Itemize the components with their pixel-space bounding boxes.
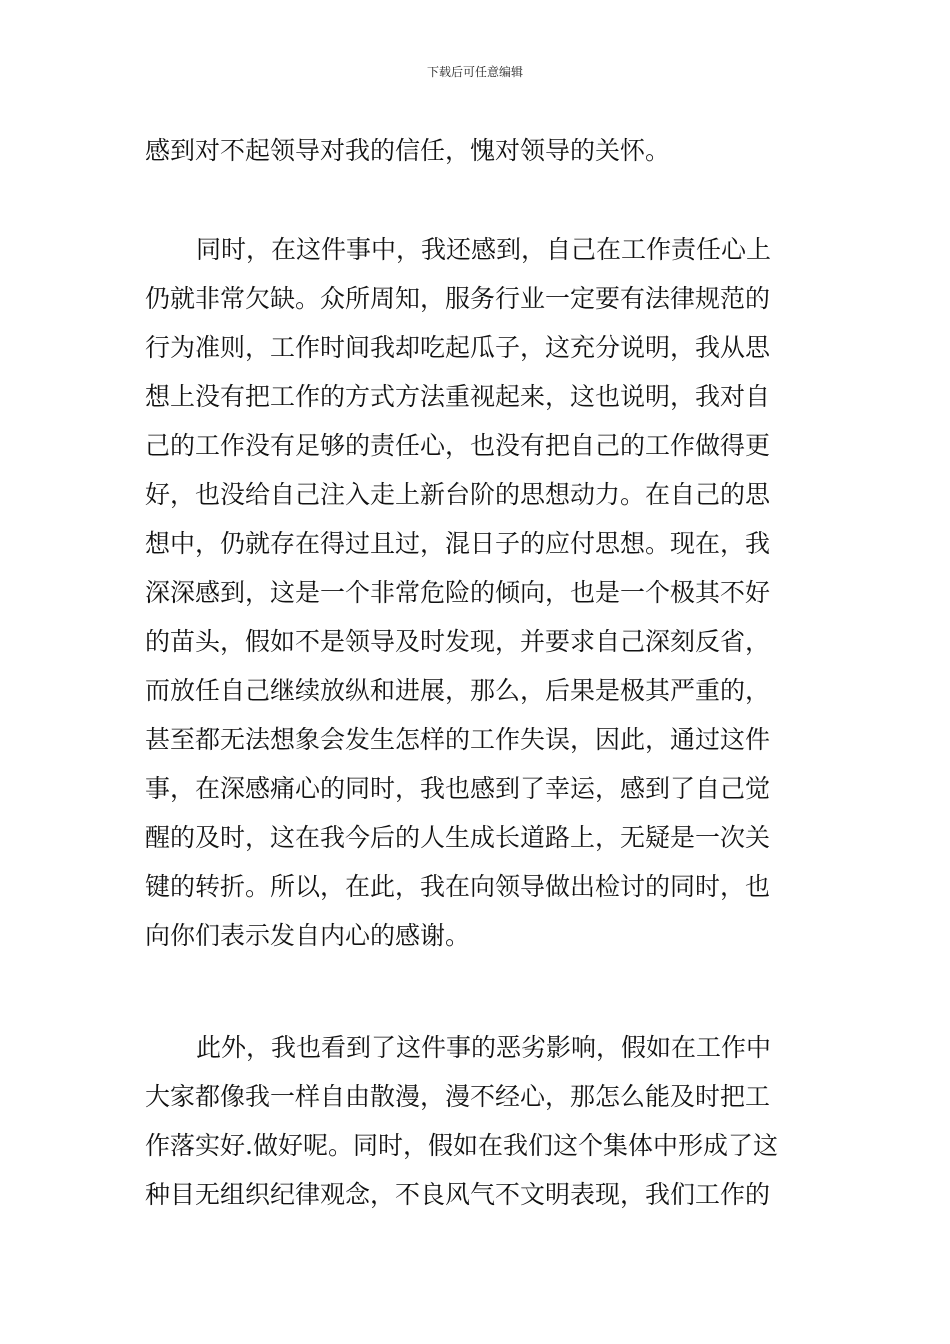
text-line: 己的工作没有足够的责任心，也没有把自己的工作做得更: [145, 431, 771, 460]
text-line: 行为准则，工作时间我却吃起瓜子，这充分说明，我从思: [145, 333, 771, 362]
text-line: 键的转折。所以，在此，我在向领导做出检讨的同时，也: [145, 872, 771, 901]
text-line: 作落实好.做好呢。同时，假如在我们这个集体中形成了这: [145, 1131, 778, 1160]
paragraph-1: [145, 126, 810, 175]
text-line: 种目无组织纪律观念，不良风气不文明表现，我们工作的: [145, 1180, 771, 1209]
text-line: 而放任自己继续放纵和进展，那么，后果是极其严重的，: [145, 676, 771, 705]
text-line: 的苗头，假如不是领导及时发现，并要求自己深刻反省，: [145, 627, 771, 656]
text-line: 事，在深感痛心的同时，我也感到了幸运，感到了自己觉: [145, 774, 771, 803]
text-line: 甚至都无法想象会发生怎样的工作失误，因此，通过这件: [145, 725, 771, 754]
paragraph-3: [145, 1023, 810, 1219]
paragraph-2: [145, 225, 810, 960]
text-line: 深深感到，这是一个非常危险的倾向，也是一个极其不好: [145, 578, 771, 607]
page-header: 下载后可任意编辑: [426, 65, 523, 79]
text-line: 此外，我也看到了这件事的恶劣影响，假如在工作中: [196, 1033, 772, 1062]
text-line: 同时，在这件事中，我还感到，自己在工作责任心上: [196, 235, 772, 264]
text-line: 醒的及时，这在我今后的人生成长道路上，无疑是一次关: [145, 823, 771, 852]
text-line: 仍就非常欠缺。众所周知，服务行业一定要有法律规范的: [145, 284, 771, 313]
text-line: 向你们表示发自内心的感谢。: [145, 921, 471, 950]
text-line: 想上没有把工作的方式方法重视起来，这也说明，我对自: [145, 382, 771, 411]
text-line: 好，也没给自己注入走上新台阶的思想动力。在自己的思: [145, 480, 771, 509]
text-line: 想中，仍就存在得过且过，混日子的应付思想。现在，我: [145, 529, 771, 558]
text-line: 大家都像我一样自由散漫，漫不经心，那怎么能及时把工: [145, 1082, 771, 1111]
text-line: 感到对不起领导对我的信任，愧对领导的关怀。: [145, 136, 671, 165]
